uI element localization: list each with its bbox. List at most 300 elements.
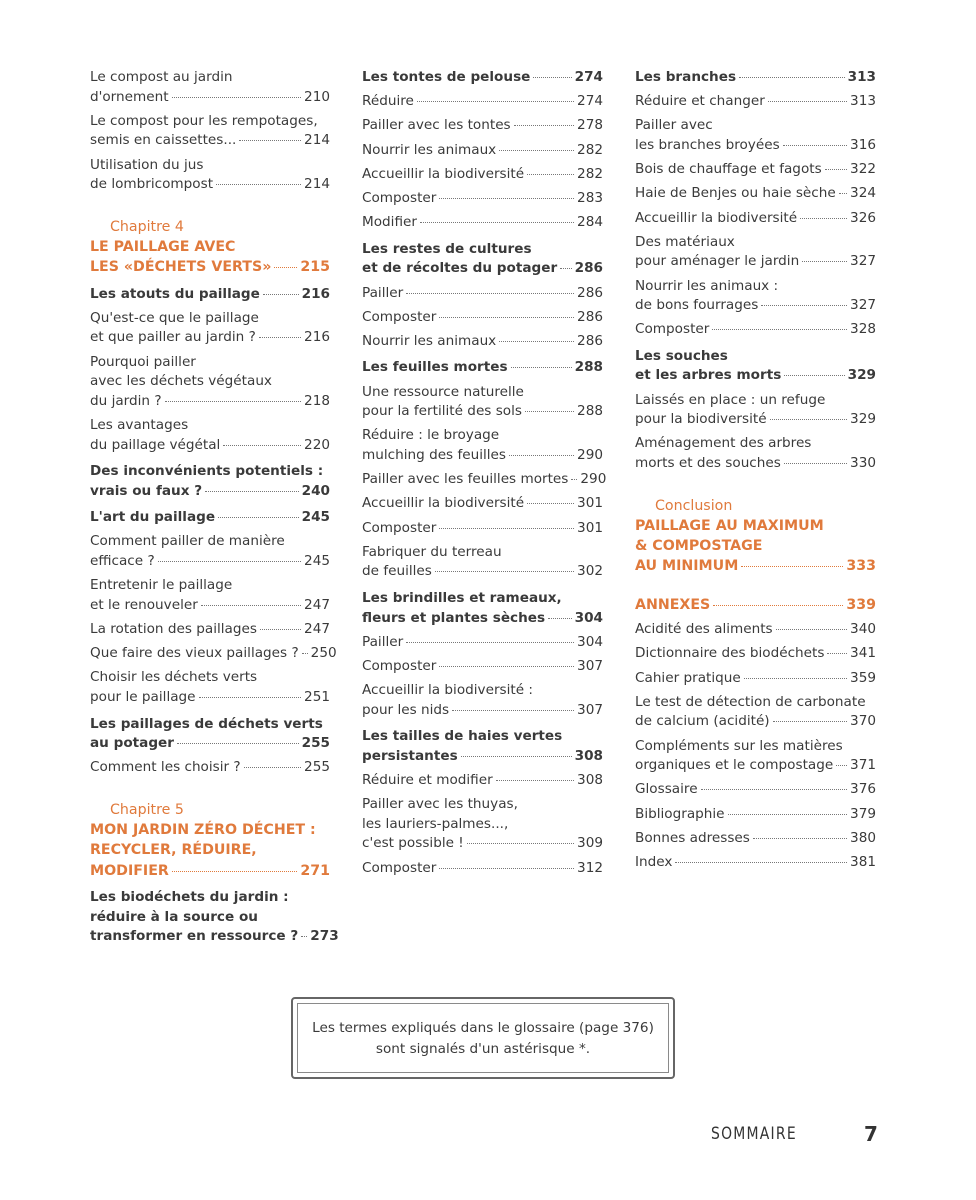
dot-leader	[773, 721, 847, 722]
toc-subsection-entry[interactable]	[635, 434, 876, 473]
dot-leader	[263, 294, 299, 295]
toc-entry-title: Composter	[362, 657, 437, 674]
toc-page-number: 245	[304, 553, 330, 570]
toc-entry-title: Accueillir la biodiversité	[362, 165, 525, 182]
dot-leader	[825, 169, 847, 170]
dot-leader	[467, 843, 574, 844]
toc-page-number: 240	[301, 482, 330, 499]
toc-subsection-entry[interactable]	[362, 116, 603, 136]
glossary-note-text	[293, 1018, 673, 1060]
dot-leader	[406, 642, 574, 643]
toc-entry-title: Bonnes adresses	[635, 829, 750, 846]
dot-leader	[511, 367, 572, 368]
toc-entry-title: Composter	[362, 308, 437, 325]
glossary-note-line-2: sont signalés d'un astérisque *.	[375, 1041, 591, 1057]
toc-page-number: 214	[304, 176, 330, 193]
dot-leader	[527, 503, 574, 504]
toc-subsection-entry[interactable]	[90, 644, 337, 664]
toc-entry-leader-line	[362, 446, 603, 466]
toc-entry-leader-line	[90, 175, 330, 195]
toc-page-number: 309	[577, 835, 603, 852]
toc-entry-leader-line	[362, 771, 603, 791]
toc-section-entry[interactable]	[362, 68, 603, 88]
toc-page-number: 286	[577, 332, 603, 349]
toc-subsection-entry[interactable]	[362, 165, 603, 185]
toc-entry-title: pour aménager le jardin	[635, 253, 800, 270]
toc-subsection-entry[interactable]	[90, 758, 330, 778]
toc-entry-line: Réduire : le broyage	[362, 427, 500, 444]
toc-entry-line: Qu'est-ce que le paillage	[90, 309, 259, 326]
dot-leader	[499, 341, 574, 342]
toc-subsection-entry[interactable]	[90, 112, 330, 151]
toc-page-number: 284	[577, 214, 603, 231]
toc-entry-title: ANNEXES	[635, 596, 711, 613]
dot-leader	[177, 743, 299, 744]
toc-entry-leader-line	[635, 454, 876, 474]
toc-entry-title: Les atouts du paillage	[90, 285, 260, 302]
dot-leader	[439, 666, 574, 667]
toc-entry-leader-line	[362, 834, 603, 854]
toc-subsection-entry[interactable]	[362, 519, 603, 539]
toc-chapter-entry[interactable]	[635, 516, 876, 577]
dot-leader	[499, 150, 574, 151]
toc-section-entry[interactable]	[362, 358, 603, 378]
dot-leader	[770, 419, 847, 420]
toc-entry-title: LES «DÉCHETS VERTS»	[90, 259, 272, 276]
toc-subsection-entry[interactable]	[362, 771, 603, 791]
toc-entry-leader-line	[362, 747, 603, 767]
toc-subsection-entry[interactable]	[362, 470, 607, 490]
toc-page-number: 286	[577, 308, 603, 325]
dot-leader	[571, 479, 577, 480]
toc-page-number: 307	[577, 701, 603, 718]
toc-subsection-entry[interactable]	[635, 277, 876, 316]
dot-leader	[712, 329, 847, 330]
dot-leader	[701, 789, 847, 790]
dot-leader	[201, 605, 301, 606]
toc-entry-title: Bibliographie	[635, 805, 725, 822]
dot-leader	[753, 838, 847, 839]
dot-leader	[800, 218, 847, 219]
toc-entry-line: Pailler avec les thuyas,	[362, 796, 518, 813]
toc-page-number: 288	[574, 359, 603, 376]
toc-subsection-entry[interactable]	[362, 633, 603, 653]
toc-entry-title: fleurs et plantes sèches	[362, 609, 546, 626]
toc-entry-line: Les brindilles et rameaux,	[362, 589, 562, 606]
toc-entry-leader-line	[90, 644, 337, 664]
toc-entry-leader-line	[635, 595, 876, 615]
toc-subsection-entry[interactable]	[362, 92, 603, 112]
toc-subsection-entry[interactable]	[635, 693, 876, 732]
dot-leader	[784, 375, 844, 376]
toc-page-number: 274	[574, 69, 603, 85]
dot-leader	[435, 571, 574, 572]
toc-page-number: 322	[850, 161, 876, 178]
dot-leader	[223, 445, 301, 446]
toc-page-number: 282	[577, 165, 603, 182]
toc-entry-leader-line	[90, 257, 330, 277]
toc-page-number: 255	[301, 735, 330, 752]
toc-subsection-entry[interactable]	[90, 309, 330, 348]
toc-subsection-entry[interactable]	[635, 160, 876, 180]
toc-subsection-entry[interactable]	[635, 391, 876, 430]
toc-subsection-entry[interactable]	[635, 829, 876, 849]
toc-entry-title: Pailler avec les feuilles mortes	[362, 471, 569, 488]
toc-page-number: 327	[850, 297, 876, 314]
toc-entry-title: Accueillir la biodiversité	[635, 209, 798, 226]
toc-entry-leader-line	[362, 609, 603, 629]
toc-page-number: 308	[577, 772, 603, 789]
toc-entry-line: Pourquoi pailler	[90, 353, 196, 370]
toc-section-entry[interactable]	[362, 589, 603, 628]
dot-leader	[728, 814, 848, 815]
dot-leader	[533, 77, 571, 78]
toc-entry-leader-line	[635, 209, 876, 229]
toc-subsection-entry[interactable]	[635, 805, 876, 825]
toc-entry-title: mulching des feuilles	[362, 447, 507, 464]
toc-page-number: 301	[577, 495, 603, 512]
toc-entry-title: Composter	[635, 321, 710, 338]
toc-subsection-entry[interactable]	[362, 383, 603, 422]
toc-entry-title: et le renouveler	[90, 596, 198, 613]
toc-entry-leader-line	[635, 712, 876, 732]
toc-entry-leader-line	[635, 320, 876, 340]
dot-leader	[776, 629, 847, 630]
toc-subsection-entry[interactable]	[635, 620, 876, 640]
toc-subsection-entry[interactable]	[635, 669, 876, 689]
dot-leader	[172, 871, 298, 872]
toc-entry-title: Les tontes de pelouse	[362, 69, 531, 85]
toc-entry-leader-line	[362, 358, 603, 378]
toc-page-number: 247	[304, 596, 330, 613]
toc-entry-title: Pailler	[362, 633, 404, 650]
toc-section-entry[interactable]	[90, 462, 330, 501]
toc-entry-leader-line	[362, 284, 603, 304]
toc-subsection-entry[interactable]	[635, 209, 876, 229]
toc-entry-line: Les avantages	[90, 416, 189, 433]
toc-section-entry[interactable]	[90, 715, 330, 754]
dot-leader	[514, 125, 574, 126]
toc-entry-leader-line	[90, 861, 330, 881]
toc-subsection-entry[interactable]	[362, 308, 603, 328]
toc-subsection-entry[interactable]	[635, 780, 876, 800]
toc-entry-leader-line	[90, 88, 330, 108]
toc-subsection-entry[interactable]	[635, 737, 876, 776]
toc-subsection-entry[interactable]	[362, 657, 603, 677]
toc-page-number: 301	[577, 519, 603, 536]
toc-entry-line: Le test de détection de carbonate	[635, 693, 866, 710]
toc-page-number: 247	[304, 621, 330, 638]
toc-entry-title: Réduire	[362, 93, 414, 110]
toc-page-number: 216	[304, 329, 330, 346]
toc-entry-title: AU MINIMUM	[635, 558, 739, 575]
footer-section-title: SOMMAIRE	[711, 1124, 797, 1144]
toc-entry-title: persistantes	[362, 747, 458, 764]
toc-entry-line: réduire à la source ou	[90, 908, 258, 925]
toc-section-entry[interactable]	[90, 285, 330, 305]
dot-leader	[417, 101, 574, 102]
toc-subsection-entry[interactable]	[635, 184, 876, 204]
toc-entry-leader-line	[362, 402, 603, 422]
dot-leader	[739, 77, 845, 78]
toc-entry-leader-line	[635, 252, 876, 272]
toc-entry-leader-line	[635, 92, 876, 112]
toc-entry-title: semis en caissettes...	[90, 132, 237, 149]
toc-section-entry[interactable]	[635, 347, 876, 386]
toc-entry-title: Bois de chauffage et fagots	[635, 161, 822, 178]
toc-section-entry[interactable]	[90, 888, 339, 947]
toc-subsection-entry[interactable]	[635, 853, 876, 873]
toc-section-entry[interactable]	[362, 240, 603, 279]
toc-entry-title: Cahier pratique	[635, 669, 741, 686]
dot-leader	[301, 936, 307, 937]
toc-subsection-entry[interactable]	[362, 284, 603, 304]
toc-entry-leader-line	[362, 657, 603, 677]
toc-subsection-entry[interactable]	[362, 189, 603, 209]
toc-entry-title: Nourrir les animaux	[362, 332, 497, 349]
toc-entry-leader-line	[90, 758, 330, 778]
toc-page-number: 283	[577, 189, 603, 206]
toc-subsection-entry[interactable]	[635, 320, 876, 340]
toc-page-number: 290	[577, 447, 603, 464]
toc-entry-leader-line	[635, 296, 876, 316]
dot-leader	[439, 198, 574, 199]
toc-subsection-entry[interactable]	[635, 116, 876, 155]
toc-entry-title: les branches broyées	[635, 136, 780, 153]
toc-entry-line: Des inconvénients potentiels :	[90, 463, 324, 480]
toc-entry-line: Les restes de cultures	[362, 240, 532, 257]
toc-section-entry[interactable]	[635, 68, 876, 88]
toc-entry-leader-line	[635, 366, 876, 386]
chapter-label: Chapitre 4	[110, 218, 184, 235]
glossary-note-box	[291, 997, 675, 1079]
dot-leader	[239, 140, 301, 141]
toc-column-1	[90, 68, 339, 952]
toc-entry-leader-line	[362, 519, 603, 539]
toc-entry-leader-line	[635, 556, 876, 576]
toc-subsection-entry[interactable]	[362, 543, 603, 582]
toc-page-number: 324	[850, 185, 876, 202]
dot-leader	[439, 317, 574, 318]
toc-entry-title: efficace ?	[90, 553, 155, 570]
toc-page-number: 302	[577, 563, 603, 580]
toc-entry-line: Utilisation du jus	[90, 156, 204, 173]
toc-entry-title: Dictionnaire des biodéchets	[635, 645, 825, 662]
toc-page-number: 290	[580, 471, 607, 488]
toc-subsection-entry[interactable]	[362, 795, 603, 854]
toc-entry-title: MODIFIER	[90, 862, 169, 879]
toc-entry-title: Réduire et changer	[635, 93, 765, 110]
toc-page-number: 370	[850, 713, 876, 730]
toc-entry-line: Une ressource naturelle	[362, 383, 524, 400]
dot-leader	[527, 174, 574, 175]
toc-entry-title: de lombricompost	[90, 176, 214, 193]
dot-leader	[784, 463, 847, 464]
toc-page-number: 282	[577, 141, 603, 158]
toc-subsection-entry[interactable]	[90, 68, 330, 107]
toc-entry-leader-line	[635, 620, 876, 640]
toc-entry-title: et les arbres morts	[635, 367, 782, 384]
toc-entry-leader-line	[635, 644, 876, 664]
toc-chapter-entry[interactable]	[635, 595, 876, 615]
dot-leader	[509, 455, 574, 456]
toc-entry-title: La rotation des paillages	[90, 621, 257, 638]
toc-entry-leader-line	[90, 328, 330, 348]
toc-entry-leader-line	[90, 392, 330, 412]
toc-entry-line: LE PAILLAGE AVEC	[90, 238, 236, 255]
toc-page-number: 210	[304, 88, 330, 105]
toc-entry-leader-line	[362, 470, 607, 490]
toc-entry-title: Comment les choisir ?	[90, 759, 241, 776]
dot-leader	[260, 629, 301, 630]
toc-entry-leader-line	[362, 92, 603, 112]
toc-section-entry[interactable]	[90, 508, 330, 528]
dot-leader	[259, 337, 301, 338]
toc-entry-leader-line	[635, 410, 876, 430]
dot-leader	[406, 293, 574, 294]
toc-subsection-entry[interactable]	[90, 416, 330, 455]
dot-leader	[205, 491, 298, 492]
toc-entry-line: Laissés en place : un refuge	[635, 391, 826, 408]
toc-subsection-entry[interactable]	[635, 92, 876, 112]
toc-page-number: 271	[300, 862, 330, 879]
toc-entry-title: de bons fourrages	[635, 297, 759, 314]
toc-entry-title: d'ornement	[90, 88, 169, 105]
toc-column-3	[635, 68, 876, 877]
toc-subsection-entry[interactable]	[90, 353, 330, 412]
toc-chapter-entry[interactable]	[90, 237, 330, 278]
toc-subsection-entry[interactable]	[362, 426, 603, 465]
dot-leader	[461, 756, 572, 757]
toc-entry-title: de feuilles	[362, 563, 432, 580]
toc-entry-line: & COMPOSTAGE	[635, 538, 763, 555]
dot-leader	[216, 184, 301, 185]
toc-subsection-entry[interactable]	[362, 681, 603, 720]
toc-page-number: 288	[577, 403, 603, 420]
toc-page-number: 307	[577, 657, 603, 674]
toc-entry-leader-line	[90, 734, 330, 754]
toc-entry-title: de calcium (acidité)	[635, 713, 770, 730]
toc-subsection-entry[interactable]	[635, 644, 876, 664]
toc-page-number: 313	[847, 69, 876, 85]
toc-entry-title: organiques et le compostage	[635, 757, 834, 774]
toc-entry-title: Pailler avec les tontes	[362, 117, 511, 134]
toc-page-number: 286	[577, 284, 603, 301]
toc-entry-title: Glossaire	[635, 781, 698, 798]
toc-page-number: 329	[847, 367, 876, 384]
toc-entry-leader-line	[362, 165, 603, 185]
chapter-label: Chapitre 5	[110, 801, 184, 818]
toc-subsection-entry[interactable]	[90, 620, 330, 640]
toc-entry-title: Pailler	[362, 284, 404, 301]
dot-leader	[744, 678, 847, 679]
toc-subsection-entry[interactable]	[362, 494, 603, 514]
toc-chapter-entry[interactable]	[90, 820, 330, 881]
toc-page-number: 251	[304, 689, 330, 705]
toc-page-number: 286	[574, 260, 603, 277]
toc-entry-title: du jardin ?	[90, 392, 162, 409]
toc-entry-leader-line	[635, 829, 876, 849]
toc-entry-title: vrais ou faux ?	[90, 482, 203, 499]
dot-leader	[713, 605, 843, 606]
toc-entry-line: Nourrir les animaux :	[635, 277, 779, 294]
toc-entry-title: Composter	[362, 859, 437, 876]
toc-entry-title: Les branches	[635, 69, 737, 85]
toc-entry-leader-line	[635, 756, 876, 776]
toc-subsection-entry[interactable]	[90, 576, 330, 615]
toc-entry-leader-line	[362, 141, 603, 161]
toc-entry-line: PAILLAGE AU MAXIMUM	[635, 517, 824, 534]
toc-entry-leader-line	[635, 853, 876, 873]
toc-entry-title: et de récoltes du potager	[362, 260, 558, 277]
toc-entry-leader-line	[635, 805, 876, 825]
toc-entry-leader-line	[362, 332, 603, 352]
toc-subsection-entry[interactable]	[635, 233, 876, 272]
toc-subsection-entry[interactable]	[362, 859, 603, 879]
toc-entry-leader-line	[362, 308, 603, 328]
dot-leader	[158, 561, 301, 562]
toc-entry-title: Haie de Benjes ou haie sèche	[635, 185, 836, 202]
toc-section-entry[interactable]	[362, 727, 603, 766]
chapter-label: Conclusion	[655, 497, 733, 514]
toc-entry-line: Les paillages de déchets verts	[90, 715, 323, 732]
dot-leader	[274, 267, 297, 268]
glossary-note-line-1: Les termes expliqués dans le glossaire (page 376)	[312, 1020, 654, 1036]
dot-leader	[783, 145, 847, 146]
toc-page-number: 304	[577, 633, 603, 650]
toc-entry-leader-line	[90, 131, 330, 151]
toc-subsection-entry[interactable]	[362, 141, 603, 161]
toc-subsection-entry[interactable]	[362, 213, 603, 233]
toc-page-number: 326	[850, 209, 876, 226]
toc-subsection-entry[interactable]	[90, 532, 330, 571]
toc-entry-leader-line	[90, 482, 330, 502]
toc-subsection-entry[interactable]	[90, 156, 330, 195]
toc-entry-line: Les tailles de haies vertes	[362, 728, 563, 745]
toc-entry-title: pour la fertilité des sols	[362, 403, 522, 420]
dot-leader	[761, 305, 847, 306]
dot-leader	[741, 566, 843, 567]
toc-entry-leader-line	[635, 780, 876, 800]
toc-entry-title: Accueillir la biodiversité	[362, 495, 525, 512]
toc-entry-leader-line	[635, 669, 876, 689]
toc-entry-line: Entretenir le paillage	[90, 577, 233, 594]
toc-subsection-entry[interactable]	[362, 332, 603, 352]
toc-page-number: 250	[310, 645, 337, 662]
toc-entry-leader-line	[90, 508, 330, 528]
dot-leader	[165, 401, 301, 402]
dot-leader	[836, 765, 847, 766]
toc-entry-line: Les souches	[635, 347, 728, 364]
toc-page-number: 371	[850, 757, 876, 774]
toc-subsection-entry[interactable]	[90, 668, 330, 707]
toc-entry-line: Comment pailler de manière	[90, 533, 285, 550]
toc-entry-title: et que pailler au jardin ?	[90, 329, 256, 346]
toc-page-number: 216	[301, 285, 330, 302]
dot-leader	[560, 268, 571, 269]
toc-entry-title: morts et des souches	[635, 455, 781, 472]
toc-entry-leader-line	[635, 160, 876, 180]
toc-page-number: 379	[850, 805, 876, 822]
toc-page-number: 245	[301, 509, 330, 526]
dot-leader	[172, 97, 301, 98]
dot-leader	[420, 222, 574, 223]
dot-leader	[675, 862, 847, 863]
toc-entry-line: RECYCLER, RÉDUIRE,	[90, 842, 257, 859]
toc-entry-leader-line	[635, 136, 876, 156]
toc-entry-line: Les biodéchets du jardin :	[90, 889, 289, 906]
toc-page-number: 316	[850, 136, 876, 153]
